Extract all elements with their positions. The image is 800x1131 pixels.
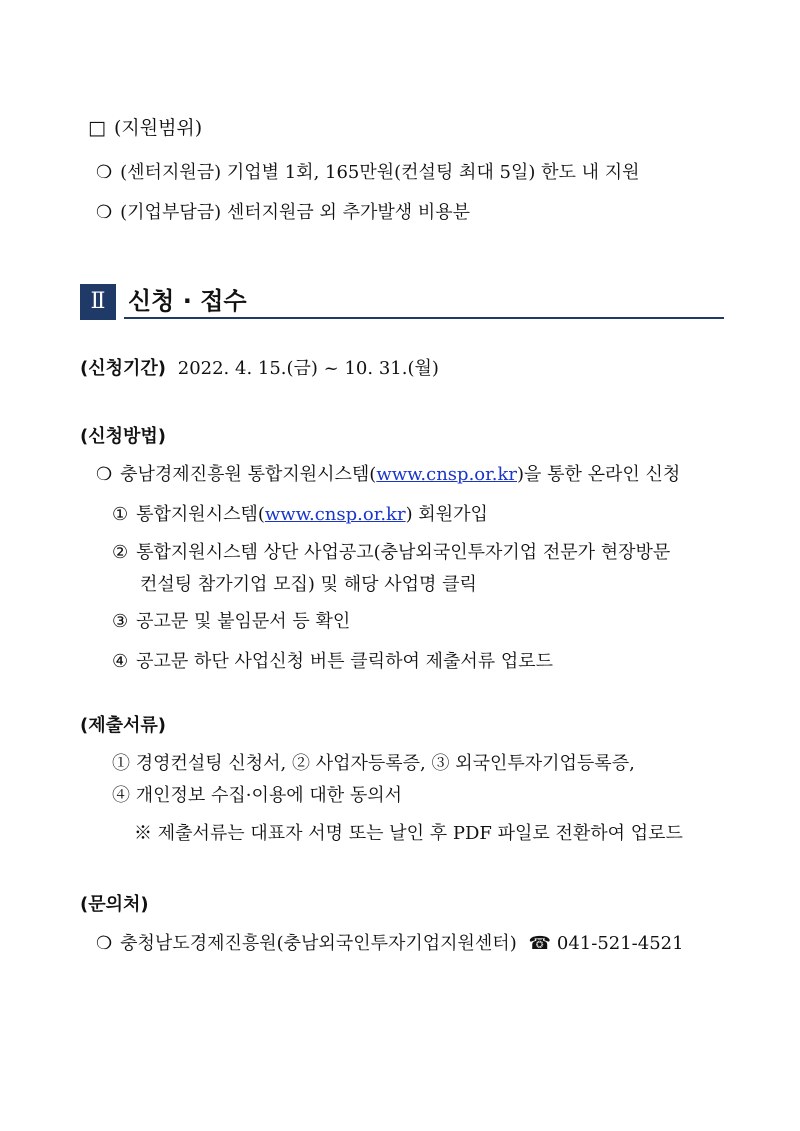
scope-heading	[88, 116, 202, 140]
contact-label: (문의처)	[80, 894, 149, 915]
documents-list-line-1: ① 경영컨설팅 신청서, ② 사업자등록증, ③ 외국인투자기업등록증,	[112, 753, 635, 774]
section-title: 신청 · 접수	[128, 287, 247, 315]
method-step-3	[112, 610, 350, 634]
step-text-after: ) 회원가입	[405, 504, 488, 525]
phone-icon: ☎	[528, 933, 551, 954]
period-label: (신청기간)	[80, 358, 167, 379]
period-value: 2022. 4. 15.(금) ~ 10. 31.(월)	[177, 358, 439, 379]
circle-bullet-icon: ❍	[96, 202, 113, 223]
method-step-2-continued: 컨설팅 참가기업 모집) 및 해당 사업명 클릭	[140, 574, 477, 595]
circle-bullet-icon: ❍	[96, 464, 113, 485]
step-number: ①	[112, 504, 129, 525]
scope-item-company-share	[96, 201, 470, 225]
checkbox-square-icon: □	[88, 117, 106, 139]
scope-item-center-fund	[96, 161, 640, 185]
documents-label: (제출서류)	[80, 715, 167, 736]
method-step-4	[112, 650, 553, 674]
method-intro-after: )을 통한 온라인 신청	[517, 464, 681, 485]
step-number: ②	[112, 542, 129, 563]
method-intro	[96, 463, 680, 487]
method-label: (신청방법)	[80, 426, 167, 447]
step-number: ④	[112, 651, 129, 672]
method-step-2	[112, 541, 670, 565]
cnsp-link[interactable]: www.cnsp.or.kr	[376, 464, 517, 485]
contact-phone: 041-521-4521	[556, 933, 684, 954]
contact-org: 충청남도경제진흥원(충남외국인투자기업지원센터)	[120, 933, 517, 954]
application-period	[80, 357, 439, 381]
documents-list-line-2: ④ 개인정보 수집·이용에 대한 동의서	[112, 785, 403, 806]
contact-info	[96, 932, 684, 956]
step-text: 공고문 하단 사업신청 버튼 클릭하여 제출서류 업로드	[136, 651, 554, 672]
scope-heading-text: (지원범위)	[113, 117, 203, 139]
circle-bullet-icon: ❍	[96, 933, 113, 954]
scope-item-text: (센터지원금) 기업별 1회, 165만원(컨설팅 최대 5일) 한도 내 지원	[120, 162, 640, 183]
step-text-before: 통합지원시스템(	[136, 504, 265, 525]
section-number-badge: Ⅱ	[80, 284, 116, 320]
method-intro-before: 충남경제진흥원 통합지원시스템(	[120, 464, 377, 485]
step-text: 공고문 및 붙임문서 등 확인	[136, 611, 351, 632]
scope-item-text: (기업부담금) 센터지원금 외 추가발생 비용분	[120, 202, 471, 223]
circle-bullet-icon: ❍	[96, 162, 113, 183]
step-number: ③	[112, 611, 129, 632]
section-divider	[124, 317, 724, 319]
step-text: 통합지원시스템 상단 사업공고(충남외국인투자기업 전문가 현장방문	[136, 542, 671, 563]
cnsp-link[interactable]: www.cnsp.or.kr	[264, 504, 406, 525]
method-step-1	[112, 503, 488, 527]
documents-note: ※ 제출서류는 대표자 서명 또는 날인 후 PDF 파일로 전환하여 업로드	[134, 823, 683, 844]
